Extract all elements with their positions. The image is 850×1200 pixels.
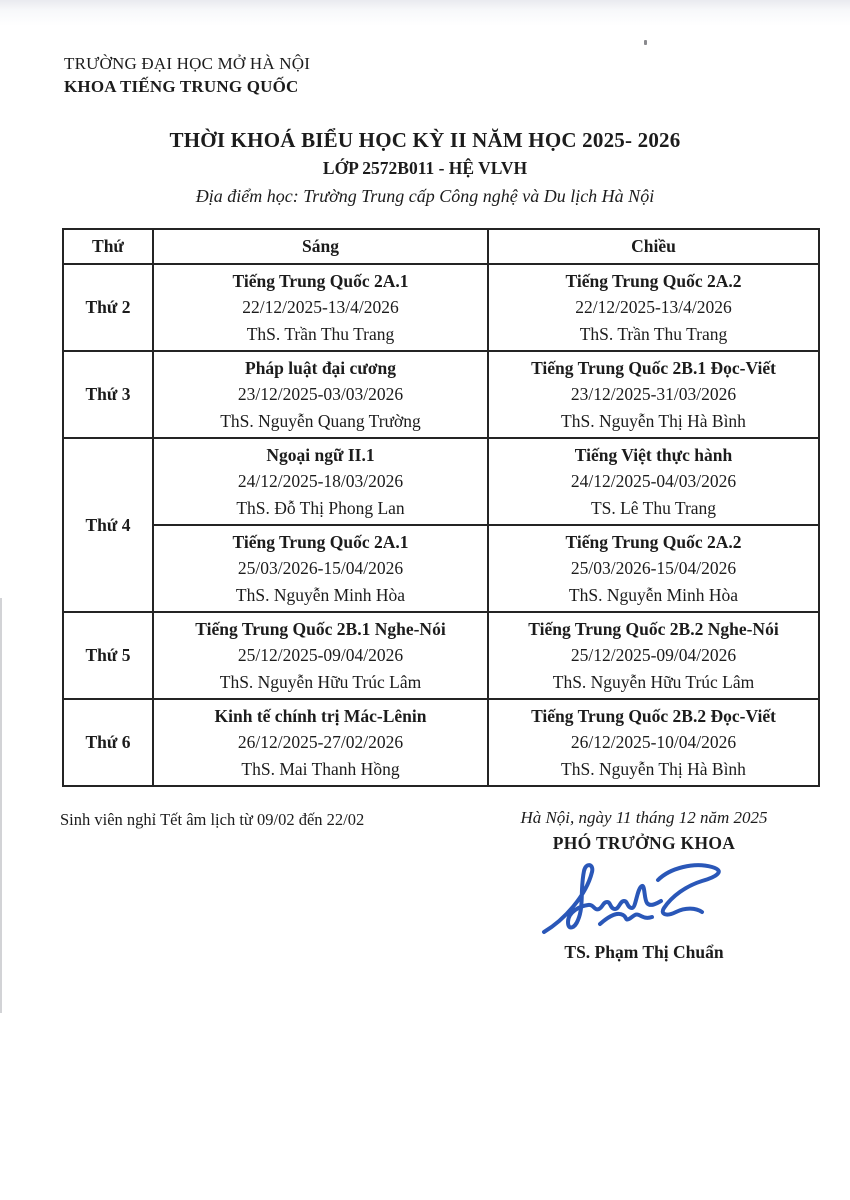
course-name: Tiếng Trung Quốc 2B.2 Nghe-Nói (528, 618, 779, 639)
timetable (62, 228, 820, 787)
course-name: Tiếng Trung Quốc 2A.2 (565, 270, 742, 291)
document-title: THỜI KHOÁ BIỂU HỌC KỲ II NĂM HỌC 2025- 2026 (169, 128, 681, 152)
signer-name: TS. Phạm Thị Chuẩn (564, 942, 724, 962)
teacher-name: ThS. Trần Thu Trang (246, 323, 395, 344)
course-name: Kinh tế chính trị Mác-Lênin (214, 705, 427, 726)
afternoon-slot (488, 525, 819, 612)
date-range: 25/12/2025-09/04/2026 (237, 645, 404, 665)
scan-speck-artifact (644, 40, 647, 45)
date-range: 25/03/2026-15/04/2026 (237, 558, 404, 578)
table-row (63, 438, 819, 525)
afternoon-slot (488, 699, 819, 786)
course-name: Tiếng Trung Quốc 2B.1 Đọc-Viết (531, 357, 776, 378)
timetable-wrapper (62, 228, 820, 787)
date-range: 24/12/2025-04/03/2026 (570, 471, 737, 491)
date-range: 24/12/2025-18/03/2026 (237, 471, 404, 491)
day-cell: Thứ 2 (63, 264, 153, 351)
course-name: Tiếng Trung Quốc 2A.2 (565, 531, 742, 552)
date-range: 22/12/2025-13/4/2026 (575, 297, 732, 317)
afternoon-slot (488, 351, 819, 438)
date-range: 26/12/2025-27/02/2026 (237, 732, 404, 752)
university-name: TRƯỜNG ĐẠI HỌC MỞ HÀ NỘI (64, 54, 311, 73)
header-row (63, 229, 819, 264)
teacher-name: ThS. Nguyễn Minh Hòa (235, 584, 406, 605)
teacher-name: ThS. Trần Thu Trang (579, 323, 728, 344)
morning-slot (153, 351, 488, 438)
morning-slot (153, 264, 488, 351)
teacher-name: ThS. Nguyễn Thị Hà Bình (561, 758, 746, 779)
day-cell: Thứ 5 (63, 612, 153, 699)
handwritten-signature-icon (534, 858, 754, 940)
teacher-name: ThS. Nguyễn Hữu Trúc Lâm (552, 671, 755, 692)
table-row (63, 525, 819, 612)
scan-edge-artifact (0, 598, 2, 1013)
course-name: Tiếng Trung Quốc 2A.1 (232, 270, 409, 291)
morning-slot (153, 438, 488, 525)
table-row (63, 612, 819, 699)
course-name: Tiếng Trung Quốc 2B.2 Đọc-Viết (531, 705, 776, 726)
date-range: 23/12/2025-03/03/2026 (237, 384, 404, 404)
teacher-name: ThS. Nguyễn Hữu Trúc Lâm (219, 671, 422, 692)
date-range: 25/12/2025-09/04/2026 (570, 645, 737, 665)
teacher-name: ThS. Nguyễn Quang Trường (220, 410, 421, 431)
column-header-day: Thứ (63, 229, 153, 264)
day-cell: Thứ 3 (63, 351, 153, 438)
afternoon-slot (488, 264, 819, 351)
table-row (63, 264, 819, 351)
class-subtitle: LỚP 2572B011 - HỆ VLVH (322, 158, 528, 178)
department-name: KHOA TIẾNG TRUNG QUỐC (64, 77, 299, 96)
date-range: 26/12/2025-10/04/2026 (570, 732, 737, 752)
day-cell: Thứ 4 (63, 438, 153, 612)
teacher-name: ThS. Đỗ Thị Phong Lan (236, 497, 405, 518)
course-name: Tiếng Trung Quốc 2B.1 Nghe-Nói (195, 618, 446, 639)
afternoon-slot (488, 438, 819, 525)
column-header-morning: Sáng (153, 229, 488, 264)
holiday-note: Sinh viên nghỉ Tết âm lịch từ 09/02 đến 22/02 (60, 810, 365, 829)
date-range: 22/12/2025-13/4/2026 (242, 297, 399, 317)
date-range: 23/12/2025-31/03/2026 (570, 384, 737, 404)
signer-title: PHÓ TRƯỞNG KHOA (552, 833, 736, 853)
afternoon-slot (488, 612, 819, 699)
table-row (63, 699, 819, 786)
place-date-line: Hà Nội, ngày 11 tháng 12 năm 2025 (520, 808, 768, 827)
teacher-name: ThS. Mai Thanh Hồng (241, 758, 400, 779)
morning-slot (153, 525, 488, 612)
table-row (63, 351, 819, 438)
course-name: Tiếng Việt thực hành (574, 444, 733, 465)
morning-slot (153, 699, 488, 786)
course-name: Ngoại ngữ II.1 (266, 444, 375, 465)
teacher-name: TS. Lê Thu Trang (590, 497, 717, 518)
morning-slot (153, 612, 488, 699)
course-name: Pháp luật đại cương (245, 357, 396, 378)
day-cell: Thứ 6 (63, 699, 153, 786)
letterhead (64, 52, 310, 98)
teacher-name: ThS. Nguyễn Thị Hà Bình (561, 410, 746, 431)
teacher-name: ThS. Nguyễn Minh Hòa (568, 584, 739, 605)
course-name: Tiếng Trung Quốc 2A.1 (232, 531, 409, 552)
column-header-afternoon: Chiều (488, 229, 819, 264)
title-block (0, 128, 850, 207)
location-line: Địa điểm học: Trường Trung cấp Công nghệ và Du lịch Hà Nội (195, 186, 655, 206)
signature-block (468, 808, 820, 963)
date-range: 25/03/2026-15/04/2026 (570, 558, 737, 578)
